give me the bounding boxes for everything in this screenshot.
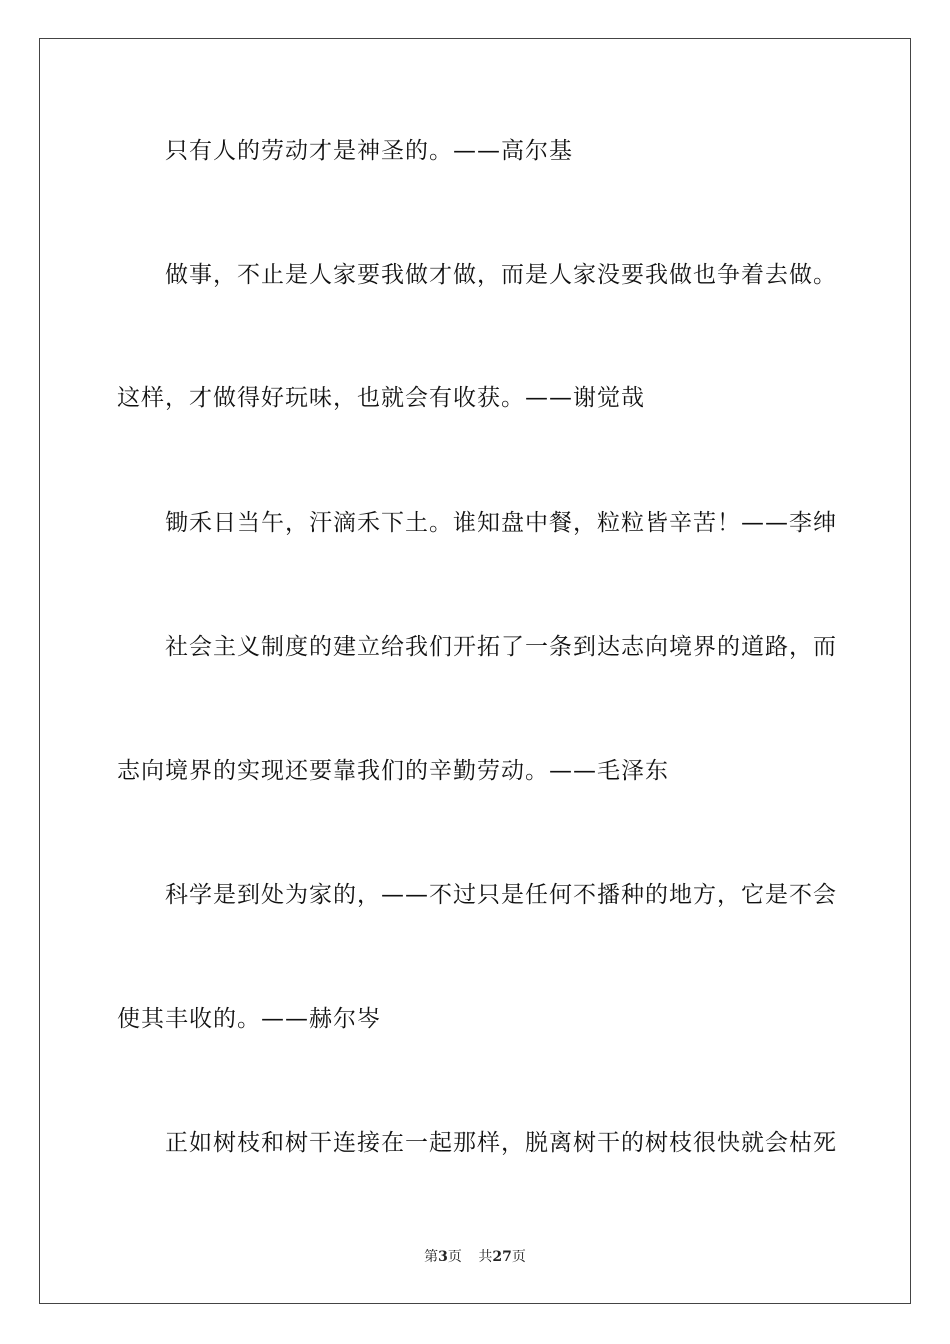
text-line-9: 正如树枝和树干连接在一起那样，脱离树干的树枝很快就会枯死 — [165, 1130, 837, 1156]
text-line-3: 这样，才做得好玩味，也就会有收获。——谢觉哉 — [117, 385, 645, 411]
page-border — [39, 38, 911, 1304]
text-line-4: 锄禾日当午，汗滴禾下土。谁知盘中餐，粒粒皆辛苦！——李绅 — [165, 510, 837, 536]
total-pages-indicator: 共27页 — [478, 1249, 526, 1265]
text-line-8: 使其丰收的。——赫尔岑 — [117, 1006, 381, 1032]
total-pages: 27 — [492, 1249, 512, 1265]
page-footer — [0, 1246, 950, 1266]
text-line-2: 做事，不止是人家要我做才做，而是人家没要我做也争着去做。 — [165, 262, 837, 288]
text-line-5: 社会主义制度的建立给我们开拓了一条到达志向境界的道路，而 — [165, 634, 837, 660]
text-line-7: 科学是到处为家的，——不过只是任何不播种的地方，它是不会 — [165, 882, 837, 908]
text-line-1: 只有人的劳动才是神圣的。——高尔基 — [165, 138, 573, 164]
page-number: 3 — [438, 1249, 448, 1265]
page-indicator: 第3页 — [424, 1249, 462, 1265]
text-line-6: 志向境界的实现还要靠我们的辛勤劳动。——毛泽东 — [117, 758, 669, 784]
